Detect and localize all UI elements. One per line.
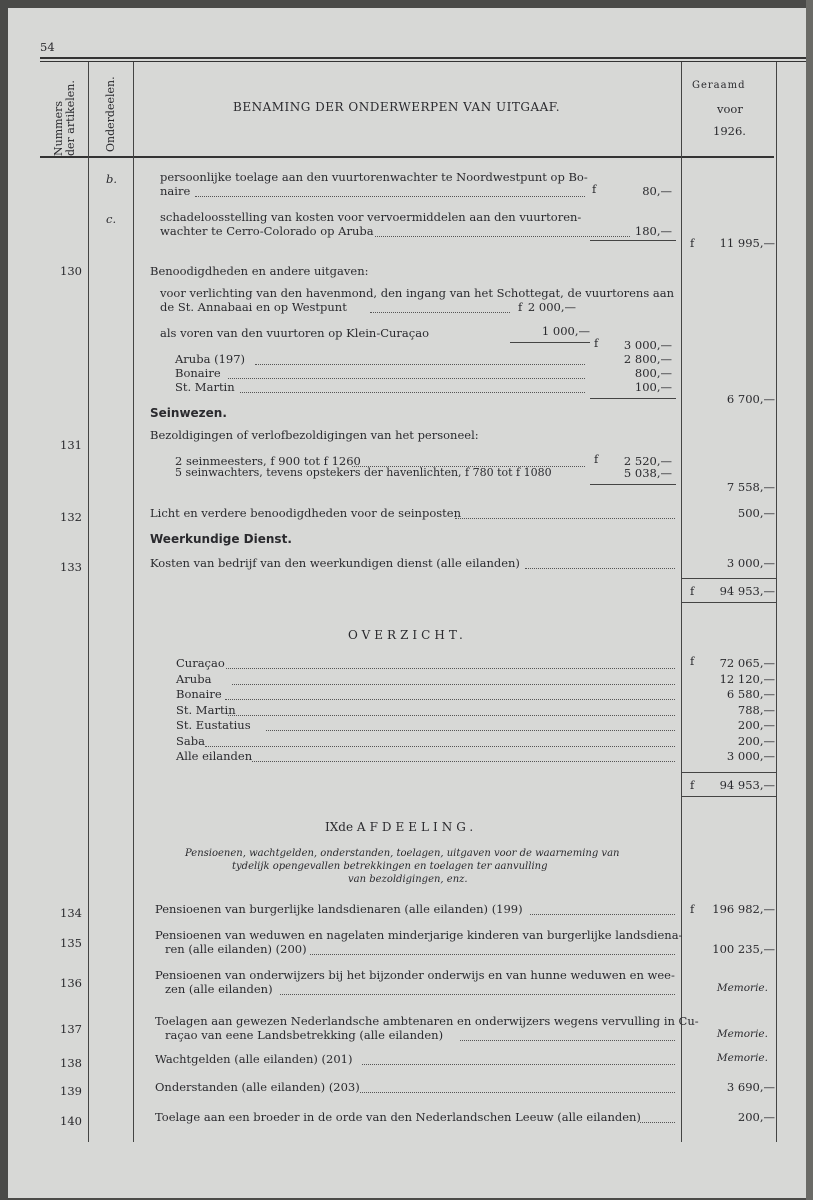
sum-rule	[681, 578, 776, 579]
page-number: 54	[40, 40, 55, 54]
article-number: 133	[60, 560, 82, 574]
leader-dots	[530, 914, 675, 915]
afdeeling-subtitle: van bezoldigingen, enz.	[348, 874, 468, 885]
item-text: persoonlijke toelage aan den vuurtorenwachter te Noordwestpunt op Bo-	[160, 170, 588, 184]
overzicht-label: Bonaire	[176, 687, 222, 701]
article-number: 130	[60, 264, 82, 278]
leader-dots	[370, 312, 510, 313]
currency-f: f	[592, 182, 597, 196]
item-text: wachter te Cerro-Colorado op Aruba	[160, 224, 374, 238]
header-col-nummers: Nummers	[52, 101, 65, 156]
item-text: als voren van den vuurtoren op Klein-Curaçao	[160, 326, 430, 340]
amount: 2 000,—	[527, 300, 576, 314]
article-amount: Memorie.	[716, 1028, 768, 1040]
leader-dots	[280, 994, 675, 995]
overzicht-label: St. Eustatius	[176, 718, 251, 732]
currency-f: f	[518, 300, 523, 314]
sum-rule	[681, 772, 776, 773]
afdeeling-subtitle: tydelijk opengevallen betrekkingen en toelagen ter aanvulling	[232, 861, 548, 872]
sum-rule	[681, 602, 776, 603]
amount: 3 000,—	[623, 338, 672, 352]
island-label: St. Martin	[175, 380, 235, 394]
currency-f: f	[690, 236, 695, 250]
header-title: BENAMING DER ONDERWERPEN VAN UITGAAF.	[233, 100, 561, 114]
article-text: Toelagen aan gewezen Nederlandsche ambtenaren en onderwijzers wegens vervulling in Cu-	[155, 1014, 699, 1028]
article-amount: 3 690,—	[726, 1080, 775, 1094]
header-year: 1926.	[713, 124, 746, 138]
article-text: Wachtgelden (alle eilanden) (201)	[155, 1052, 353, 1066]
article-text: Pensioenen van burgerlijke landsdienaren (alle eilanden) (199)	[155, 902, 523, 916]
leader-dots	[228, 715, 675, 716]
amount: 2 520,—	[623, 454, 672, 468]
header-voor: voor	[717, 102, 743, 116]
article-amount: Memorie.	[716, 1052, 768, 1064]
overzicht-amount: 200,—	[737, 718, 775, 732]
section-heading: Seinwezen.	[150, 406, 227, 420]
article-text: zen (alle eilanden)	[165, 982, 273, 996]
amount: 5 038,—	[623, 466, 672, 480]
overzicht-title: OVERZICHT.	[348, 628, 467, 642]
leader-dots	[266, 730, 675, 731]
article-number: 131	[60, 438, 82, 452]
leader-dots	[225, 699, 675, 700]
currency-f: f	[594, 452, 599, 466]
article-number: 135	[60, 936, 82, 950]
article-text: Licht en verdere benoodigdheden voor de seinposten	[150, 506, 461, 520]
amount: 100,—	[634, 380, 672, 394]
item-text: voor verlichting van den havenmond, den ingang van het Schottegat, de vuurtorens aan	[160, 286, 675, 300]
amount: 1 000,—	[541, 324, 590, 338]
article-text: Pensioenen van weduwen en nagelaten minderjarige kinderen van burgerlijke landsdiena-	[155, 928, 683, 942]
article-text: Toelage aan een broeder in de orde van den Nederlandschen Leeuw (alle eilanden)	[155, 1110, 641, 1124]
article-amount: 196 982,—	[712, 902, 775, 916]
sum-rule	[681, 796, 776, 797]
header-col-artikelen: der artikelen.	[64, 80, 77, 156]
island-label: Bonaire	[175, 366, 221, 380]
afdeeling-title: IXde AFDEELING.	[325, 820, 478, 834]
currency-f: f	[594, 336, 599, 350]
leader-dots	[455, 518, 675, 519]
page-edge	[806, 0, 813, 1200]
amount-total: 7 558,—	[726, 480, 775, 494]
amount: 80,—	[642, 184, 672, 198]
amount-total: 11 995,—	[719, 236, 775, 250]
currency-f: f	[690, 778, 695, 792]
amount-total: 500,—	[737, 506, 775, 520]
leader-dots	[195, 196, 585, 197]
item-text: schadeloosstelling van kosten voor vervoermiddelen aan den vuurtoren-	[160, 210, 582, 224]
article-number: 140	[60, 1114, 82, 1128]
overzicht-amount: 6 580,—	[726, 687, 775, 701]
sum-rule	[590, 240, 676, 241]
article-amount: 100 235,—	[712, 942, 775, 956]
currency-f: f	[690, 654, 695, 668]
leader-dots	[640, 1122, 675, 1123]
article-number: 134	[60, 906, 82, 920]
overzicht-amount: 3 000,—	[726, 749, 775, 763]
article-number: 132	[60, 510, 82, 524]
currency-f: f	[690, 902, 695, 916]
article-amount: Memorie.	[716, 982, 768, 994]
item-label: b.	[106, 172, 118, 186]
header-bottom-rule	[40, 156, 774, 158]
island-label: Aruba (197)	[175, 352, 246, 366]
item-text: naire	[160, 184, 191, 198]
article-number: 138	[60, 1056, 82, 1070]
article-text: Bezoldigingen of verlofbezoldigingen van het personeel:	[150, 428, 479, 442]
sum-rule	[590, 484, 676, 485]
amount: 800,—	[634, 366, 672, 380]
top-rule	[40, 57, 806, 59]
overzicht-label: St. Martin	[176, 703, 236, 717]
leader-dots	[226, 668, 675, 669]
leader-dots	[360, 1092, 675, 1093]
article-text: Kosten van bedrijf van den weerkundigen dienst (alle eilanden)	[150, 556, 520, 570]
section-heading: Weerkundige Dienst.	[150, 532, 292, 546]
column-divider	[776, 62, 777, 1142]
item-text: 5 seinwachters, tevens opstekers der havenlichten, f 780 tot f 1080	[175, 466, 552, 479]
leader-dots	[252, 761, 675, 762]
item-text: de St. Annabaai en op Westpunt	[160, 300, 347, 314]
article-amount: 200,—	[737, 1110, 775, 1124]
overzicht-label: Saba	[176, 734, 205, 748]
amount: 2 800,—	[623, 352, 672, 366]
overzicht-amount: 200,—	[737, 734, 775, 748]
sum-rule	[590, 398, 676, 399]
overzicht-label: Aruba	[176, 672, 212, 686]
amount: 180,—	[634, 224, 672, 238]
top-rule-thin	[40, 61, 806, 62]
leader-dots	[460, 1040, 675, 1041]
leader-dots	[255, 364, 585, 365]
leader-dots	[240, 392, 585, 393]
overzicht-amount: 72 065,—	[719, 656, 775, 670]
item-text: 2 seinmeesters, f 900 tot f 1260	[175, 454, 361, 468]
amount-total: 3 000,—	[726, 556, 775, 570]
article-text: Benoodigdheden en andere uitgaven:	[150, 264, 369, 278]
overzicht-label: Curaçao	[176, 656, 225, 670]
leader-dots	[310, 954, 675, 955]
leader-dots	[232, 684, 675, 685]
article-number: 139	[60, 1084, 82, 1098]
header-col-onderdeelen: Onderdeelen.	[104, 76, 117, 152]
leader-dots	[525, 568, 675, 569]
currency-f: f	[690, 584, 695, 598]
header-geraamd: Geraamd	[692, 80, 746, 91]
overzicht-label: Alle eilanden	[176, 749, 253, 763]
leader-dots	[375, 236, 630, 237]
amount-total: 94 953,—	[719, 584, 775, 598]
article-text: ren (alle eilanden) (200)	[165, 942, 307, 956]
overzicht-amount: 12 120,—	[719, 672, 775, 686]
overzicht-total: 94 953,—	[719, 778, 775, 792]
leader-dots	[228, 378, 585, 379]
article-text: raçao van eene Landsbetrekking (alle eilanden)	[165, 1028, 444, 1042]
item-label: c.	[106, 212, 117, 226]
article-text: Pensioenen van onderwijzers bij het bijzonder onderwijs en van hunne weduwen en wee-	[155, 968, 675, 982]
leader-dots	[362, 1064, 675, 1065]
sum-rule	[510, 342, 590, 343]
article-number: 137	[60, 1022, 82, 1036]
afdeeling-subtitle: Pensioenen, wachtgelden, onderstanden, toelagen, uitgaven voor de waarneming van	[185, 848, 620, 859]
overzicht-amount: 788,—	[737, 703, 775, 717]
article-text: Onderstanden (alle eilanden) (203)	[155, 1080, 360, 1094]
column-divider	[133, 62, 134, 1142]
article-number: 136	[60, 976, 82, 990]
column-divider	[88, 62, 89, 1142]
leader-dots	[205, 746, 675, 747]
amount-total: 6 700,—	[726, 392, 775, 406]
